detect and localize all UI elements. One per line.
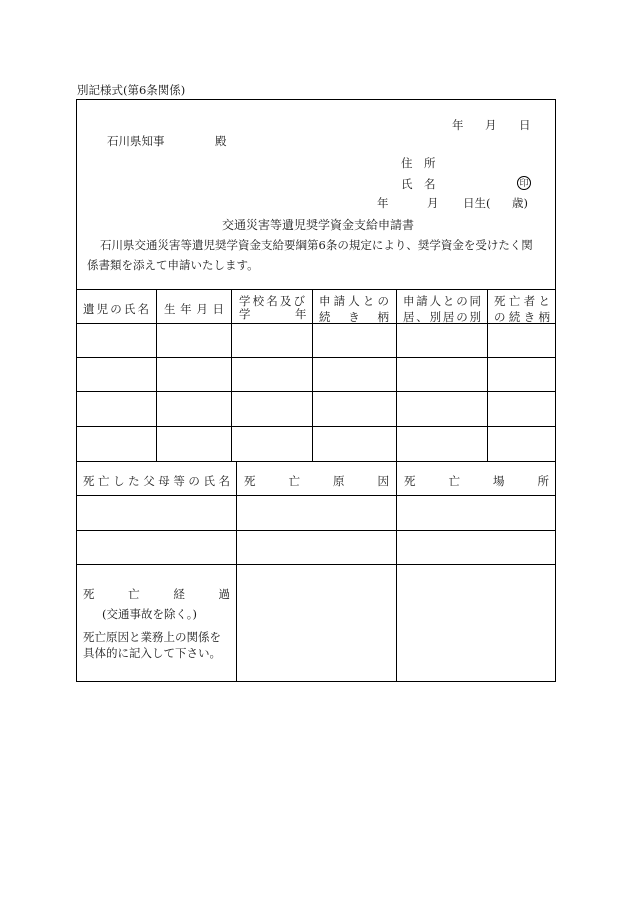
table2-col-divider	[396, 461, 397, 682]
date-year-label: 年	[452, 118, 464, 132]
table2-header-bottom	[76, 495, 556, 496]
date-month-label: 月	[485, 118, 497, 132]
table1-col-divider	[156, 289, 157, 461]
body-line-1: 石川県交通災害等遺児奨学資金支給要綱第6条の規定により、奨学資金を受けたく関	[100, 238, 533, 252]
name-label: 氏 名	[401, 177, 436, 191]
table1-header-bottom	[76, 323, 556, 324]
table1-row-divider	[76, 426, 556, 427]
body-line-2: 係書類を添えて申請いたします。	[87, 258, 259, 272]
seal-mark: 印	[517, 176, 531, 190]
table1-header-grade-b: 年	[295, 307, 307, 321]
table1-col-divider	[396, 289, 397, 461]
table1-header-relation-applicant: 申請人との	[319, 294, 389, 308]
table2-header-deceased-name: 死亡した父母等の氏名	[83, 474, 230, 488]
table1-header-relation-deceased: 死亡者と	[494, 294, 550, 308]
table1-row-divider	[76, 357, 556, 358]
table2-row-divider	[76, 530, 556, 531]
birth-year-label: 年	[377, 196, 389, 210]
table1-header-school: 学校名及び	[239, 294, 305, 308]
addressee: 石川県知事	[107, 134, 165, 148]
table1-col-divider	[487, 289, 488, 461]
table2-header-cause: 死亡原因	[244, 474, 389, 488]
table3-note: (交通事故を除く。)	[102, 607, 197, 621]
table2-header-place: 死亡場所	[404, 474, 549, 488]
table1-header-cohabitation: 申請人との同	[403, 294, 481, 308]
honorific: 殿	[215, 134, 227, 148]
table1-col-divider	[231, 289, 232, 461]
table1-header-relation-deceased-2: の続き柄	[494, 310, 550, 324]
table1-row-divider	[76, 391, 556, 392]
table3-instruction-1: 死亡原因と業務上の関係を	[83, 630, 221, 644]
table1-top-border	[76, 289, 556, 290]
table2-bottom-border	[76, 564, 556, 565]
table3-label: 死亡経過	[83, 587, 230, 601]
form-title: 交通災害等遺児奨学資金支給申請書	[222, 218, 415, 232]
table2-col-divider	[236, 461, 237, 682]
address-label: 住 所	[401, 156, 436, 170]
table1-header-cohabitation-2: 居、別居の別	[403, 310, 481, 324]
age-label: 歳)	[512, 196, 528, 210]
table1-header-child-name: 遺児の氏名	[83, 302, 149, 316]
table1-header-birthdate: 生 年 月 日	[164, 302, 224, 316]
form-label: 別記様式(第6条関係)	[77, 83, 186, 97]
birth-day-label: 日生(	[463, 196, 491, 210]
date-day-label: 日	[519, 118, 531, 132]
table1-header-grade-a: 学	[239, 307, 251, 321]
birth-month-label: 月	[427, 196, 439, 210]
table1-bottom-border	[76, 461, 556, 462]
table1-col-divider	[312, 289, 313, 461]
table3-instruction-2: 具体的に記入して下さい。	[83, 646, 221, 660]
table1-header-relation-applicant-2: 続き柄	[319, 310, 389, 324]
